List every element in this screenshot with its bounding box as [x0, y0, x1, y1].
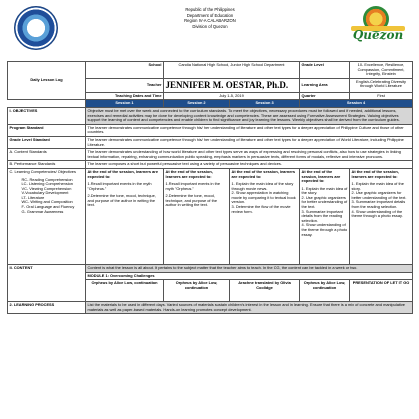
legend-item: VC- Viewing Comprehension [21, 185, 72, 191]
competency-item: 3. Determine the flow of the movie review form. [231, 204, 291, 214]
competency-item: 1. Explain the main idea of the story through movie news. [231, 181, 294, 191]
session-4-header: Session 4 [300, 100, 413, 108]
competency-item: 1.Recall important events in the myth "Orpheus." [165, 181, 221, 191]
learning-area-label: Learning Area [300, 78, 350, 92]
school-label: School [86, 62, 164, 79]
deped-quezon-logo [349, 4, 407, 52]
legend-item: LT- Literature [21, 194, 45, 200]
objectives-row [8, 107, 413, 124]
content-session-1: Orpheus by Alice Low, continuation [86, 280, 164, 302]
legend-item: V-Vocabulary Development [21, 190, 69, 196]
legend-item: G- Grammar Awareness [21, 208, 64, 214]
header-line: Republic of the Philippines [185, 7, 235, 12]
teacher-label: Teacher [86, 78, 164, 92]
info-row-school [8, 62, 413, 79]
program-standard-label: Program Standard [8, 124, 86, 136]
competency-session-5 [350, 168, 413, 264]
competency-session-1 [86, 168, 164, 264]
session-header-row [8, 100, 413, 108]
content-session-2: Orpheus by Alice Low, continuation [164, 280, 230, 302]
competency-heading: At the end of the session, learners are expected to: [351, 168, 399, 179]
grade-level-value: 10- Excellence, Resilience, Compassion, Commitment, Integrity, Einstein [350, 62, 413, 79]
performance-standard-label: B. Performance Standards [8, 161, 86, 169]
header-text [150, 7, 270, 29]
content-standard-label: A. Content Standards [8, 149, 86, 161]
competency-heading: At the end of the session, learners are expected to: [165, 168, 213, 179]
session-3-header: Session 3 [230, 100, 300, 108]
competency-heading: At the end of the session, learners are expected to: [87, 168, 158, 179]
session-header-spacer [8, 100, 86, 108]
legend-item: F- Oral Language and Fluency [21, 204, 75, 210]
logo-text: Quezon [352, 28, 404, 42]
session-1-header: Session 1 [86, 100, 164, 108]
competency-item: 2. Use graphic organizers for better understanding of the text. [351, 190, 407, 200]
lesson-log-table [7, 61, 413, 314]
competency-session-4 [300, 168, 350, 264]
grade-level-label: Grade Level [300, 62, 350, 79]
competency-item: 2.Determine the tone, mood, technique, and purpose of the author in writing the text. [87, 193, 156, 208]
competency-item: 2. Show appreciation in watching movie by comparing it to textual book version. [231, 190, 296, 205]
objectives-text: Objective must be met over the week and connected to the curriculum standards. To meet the objectives, necessary procedures must be followed and if needed, additional lessons, exercises and remedial activities may be done for developing content knowledge and competencies. These are assessed using Formative Assessment Strategies. Valuing objectives support the learning of content and competencies and enable children to find significance and joy learning the lessons. Weekly objectives shall be derived from the curriculum guides. [86, 107, 413, 124]
competency-heading: At the end of the session, learners are expected to: [301, 168, 341, 184]
competency-item: 1.Recall important events in the myth "Orpheus." [87, 181, 152, 191]
competency-item: 2. Use graphic organizers for better understanding of the text. [301, 194, 348, 210]
content-session-4: Orpheus by Alice Low, continuation [300, 280, 350, 302]
competency-item: 3. Summarize important details from the reading selection. [301, 208, 343, 223]
quarter-label: Quarter [300, 92, 350, 100]
session-2-header: Session 2 [164, 100, 230, 108]
content-row [8, 264, 413, 272]
performance-standard-text: The learner composes a short but powerful persuasive text using a variety of persuasive techniques and devices. [86, 161, 413, 169]
competencies-cell [8, 168, 86, 264]
competency-item: 4. Show understanding of the theme through a photo essay. [351, 208, 403, 219]
performance-standard-row [8, 161, 413, 169]
module-title: MODULE 1: Overcoming Challenges [86, 272, 413, 280]
objectives-label: I. OBJECTIVES [8, 107, 86, 124]
competency-item: 3. Summarize important details from the reading selection. [351, 199, 406, 210]
competency-session-2 [164, 168, 230, 264]
content-text: Content is what the lesson is all about. It pertains to the subject matter that the teacher aims to teach. In the CG, the content can be tackled in a week or two. [86, 264, 413, 272]
document-header [0, 4, 419, 60]
competency-heading: At the end of the session, learners are expected to: [231, 168, 296, 179]
learning-area-value: English-Celebrating Diversity through World Literature [350, 78, 413, 92]
teacher-name: JENNIFER M. OESTAR, Ph.D. [164, 78, 300, 92]
content-standard-text: The learner demonstrates understanding of how world literature and other text types serve as ways of expressing and resolving personal conflicts, also how to use strategies in linking textual information, repairing, enhancing communication public speaking, emphasis markers in persuasive texts, different forms of modals, reflexive and intensive pronouns. [86, 149, 413, 161]
header-line: Department of Education [186, 12, 234, 18]
legend-item: LC- Listening Comprehension [21, 181, 73, 187]
school-value: Candia National High School, Junior High School Department [164, 62, 300, 79]
header-line: Division of Quezon [192, 23, 228, 29]
competency-item: 1. Explain the main idea of the story. [301, 185, 348, 196]
competency-item: 2.Determine the tone, mood, technique, and purpose of the author in writing the text. [165, 193, 217, 208]
content-standard-row [8, 149, 413, 161]
legend-item: RC- Reading Comprehension [21, 176, 73, 182]
competencies-row [8, 168, 413, 264]
header-line: Region IV-A CALABARZON [184, 18, 236, 24]
legend-item: WC- Writing and Composition [21, 199, 73, 205]
content-label: II. CONTENT [8, 264, 86, 301]
grade-standard-text: The learner demonstrates communicative competence through his/ her understanding of literature and other text types for a deeper appreciation of World Literature, including Philippine Literature. [86, 136, 413, 148]
content-session-5: PRESENTATION OF LET IT GO [350, 280, 413, 302]
program-standard-row [8, 124, 413, 136]
competencies-label: C. Learning Competencies/ Objectives [9, 168, 76, 174]
learning-process-row [8, 302, 413, 314]
learning-process-label: 2. LEARNING PROCESS [8, 302, 86, 314]
deped-seal-logo [14, 6, 58, 50]
grade-standard-label: Grade Level Standard [8, 136, 86, 148]
quarter-value: First [350, 92, 413, 100]
teaching-dates-value: July 1-5, 2019 [164, 92, 300, 100]
teaching-dates-label: Teaching Dates and Time [86, 92, 164, 100]
competency-session-3 [230, 168, 300, 264]
grade-standard-row [8, 136, 413, 148]
content-session-3: Arachne translated by Olivia Coolidge [230, 280, 300, 302]
program-standard-text: The learner demonstrates communicative competence through his/ her understanding of literature and other text types for a deeper appreciation of Philippine Culture and those of other countries. [86, 124, 413, 136]
learning-process-text: List the materials to be used in different days. Varied sources of materials sustain children's interest in the lesson and in learning. Ensure that there is a mix of concrete and manipulative materials as well as paper-based materials. Hands-on learning promotes concept development. [86, 302, 413, 314]
competency-item: 4. Show understanding of the theme through a photo essay. [301, 222, 348, 237]
competency-item: 1. Explain the main idea of the story. [351, 181, 404, 191]
dll-title: Daily Lesson Log [8, 62, 86, 100]
